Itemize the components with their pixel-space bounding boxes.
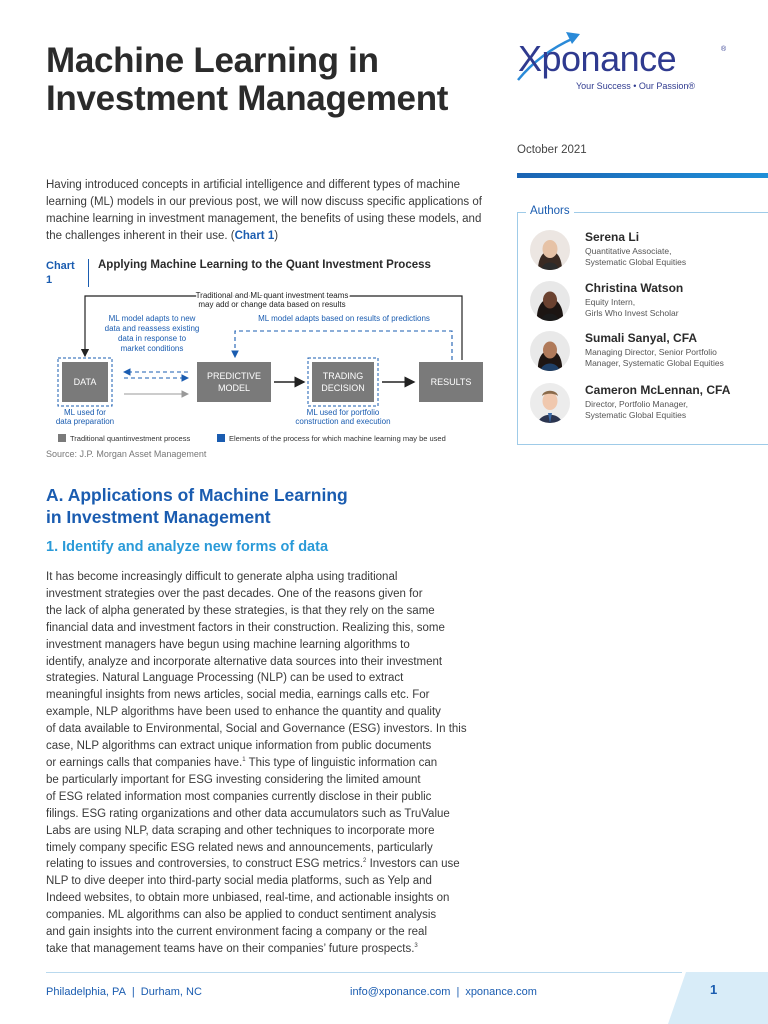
author-name: Serena Li — [585, 230, 640, 244]
note-portfolio-1: ML used for portfolio — [306, 408, 380, 417]
footer-city: Philadelphia, PA — [46, 986, 126, 998]
intro-text: Having introduced concepts in artificial intelligence and different types of machine learning (ML) models in our previous post, we will now discuss specific applications of machine learning in investment management, the benefits of using these models, and the challenges inherent in their use. ( — [46, 179, 482, 242]
body-line-text: or earnings calls that companies have. — [46, 756, 243, 769]
quant-process-diagram — [44, 284, 494, 450]
title-line-2: Investment Management — [46, 79, 449, 118]
avatar — [530, 331, 570, 371]
results-box-label: RESULTS — [430, 377, 472, 387]
data-box-label: DATA — [73, 377, 97, 387]
note-left-4: market conditions — [120, 344, 184, 353]
author-role-line: Equity Intern, — [585, 297, 636, 307]
author-role-line: Managing Director, Senior Portfolio — [585, 347, 717, 357]
body-line-text: relating to issues and controversies, to construct ESG metrics. — [46, 858, 364, 871]
footnote-ref-2[interactable]: 2 — [363, 858, 367, 865]
body-line: be particularly important for ESG investing considering the limited amount — [46, 773, 421, 786]
logo-registered-mark: ® — [721, 46, 727, 53]
note-top-1: Traditional and ML quant investment teams — [195, 291, 349, 300]
chart-source: Source: J.P. Morgan Asset Management — [46, 449, 207, 459]
body-line: Labs are using NLP, data scraping and other techniques to incorporate more — [46, 824, 435, 837]
section-heading-line-2: in Investment Management — [46, 507, 271, 527]
author-card — [530, 383, 765, 429]
author-role-line: Director, Portfolio Manager, — [585, 399, 688, 409]
body-line: and gain insights into the current environment facing a company or the real — [46, 926, 427, 939]
legend-traditional: Traditional quantinvestment process — [70, 434, 191, 443]
avatar — [530, 383, 570, 423]
author-card — [530, 331, 765, 377]
chart-title: Applying Machine Learning to the Quant Investment Process — [98, 259, 431, 271]
body-line: timely company specific ESG related news and announcements, particularly — [46, 841, 433, 854]
logo-wordmark: Xponance — [518, 38, 677, 79]
author-role — [585, 246, 765, 268]
xponance-logo — [516, 28, 736, 98]
footer-contact — [350, 986, 537, 998]
legend-swatch-ml — [217, 434, 225, 442]
note-data-prep-2: data preparation — [55, 417, 115, 426]
body-line: companies. ML algorithms can also be applied to conduct sentiment analysis — [46, 909, 437, 922]
author-role-line: Systematic Global Equities — [585, 257, 687, 267]
trading-decision-box — [312, 362, 374, 402]
body-line — [46, 941, 492, 958]
legend-ml: Elements of the process for which machine learning may be used — [229, 434, 446, 443]
author-role — [585, 347, 765, 369]
footer-accent-shape — [668, 972, 768, 1024]
body-line — [46, 755, 492, 772]
note-data-prep-1: ML used for — [64, 408, 106, 417]
section-heading — [46, 484, 486, 528]
intro-text-end: ) — [274, 230, 279, 242]
footer-email-link[interactable]: info@xponance.com — [350, 986, 451, 998]
author-role-line: Quantitative Associate, — [585, 246, 672, 256]
body-line-text: This type of linguistic information can — [245, 756, 438, 769]
note-left-3: data in response to — [117, 334, 187, 343]
publication-date: October 2021 — [517, 144, 587, 156]
footer-website-link[interactable]: xponance.com — [465, 986, 537, 998]
header-accent-bar — [517, 173, 768, 178]
body-line: investment managers have begun using machine learning algorithms to — [46, 638, 410, 651]
body-line: Indeed websites, to obtain more unbiased, real-time, and actionable insights on — [46, 892, 450, 905]
avatar — [530, 230, 570, 270]
body-line: strategies. Natural Language Processing (NLP) can be used to extract — [46, 672, 404, 685]
chart-number: Chart 1 — [46, 260, 75, 286]
body-line: investment strategies over the past decades. One of the reasons given for — [46, 587, 423, 600]
footnote-ref-1[interactable]: 1 — [242, 757, 246, 764]
predictions-loop — [235, 331, 452, 360]
note-top-2: may add or change data based on results — [198, 300, 346, 309]
authors-label: Authors — [526, 205, 574, 217]
author-name: Cameron McLennan, CFA — [585, 383, 731, 397]
author-name: Christina Watson — [585, 281, 684, 295]
body-line: filings. ESG rating organizations and other data accumulators such as TruValue — [46, 807, 450, 820]
author-card — [530, 281, 765, 327]
body-line: meaningful insights from news articles, social media, earnings calls etc. For — [46, 689, 430, 702]
note-left-1: ML model adapts to new — [108, 314, 196, 323]
title-line-1: Machine Learning in — [46, 41, 379, 80]
body-line: of data available to Environmental, Social and Governance (ESG) investors. In this — [46, 723, 467, 736]
footnote-ref-3[interactable]: 3 — [414, 943, 418, 950]
trading-decision-label-2: DECISION — [321, 383, 365, 393]
author-role — [585, 399, 765, 421]
predictive-model-box — [197, 362, 271, 402]
body-line: financial data and investment factors in their construction. Realizing this, some — [46, 621, 445, 634]
chart-divider — [88, 259, 89, 287]
footer-rule — [46, 972, 682, 973]
author-card — [530, 230, 765, 276]
page-number: 1 — [710, 982, 718, 997]
body-line: identify, analyze and incorporate alternative data sources into their investment — [46, 655, 443, 668]
footer-city: Durham, NC — [140, 986, 202, 998]
trading-decision-label-1: TRADING — [322, 371, 364, 381]
footer-locations — [46, 986, 202, 998]
subsection-heading: 1. Identify and analyze new forms of data — [46, 539, 329, 555]
note-left-2: data and reassess existing — [104, 324, 200, 333]
body-line: It has become increasingly difficult to generate alpha using traditional — [46, 571, 398, 583]
author-role — [585, 297, 765, 319]
author-role-line: Manager, Systematic Global Equities — [585, 358, 724, 368]
chart-reference-link[interactable]: Chart 1 — [234, 230, 275, 242]
footer-separator: | — [456, 986, 460, 998]
author-role-line: Systematic Global Equities — [585, 410, 687, 420]
body-line — [46, 856, 492, 873]
intro-paragraph — [46, 177, 492, 245]
section-heading-line-1: A. Applications of Machine Learning — [46, 485, 348, 505]
predictive-model-label-2: MODEL — [217, 383, 251, 393]
footer-separator: | — [131, 986, 135, 998]
author-name: Sumali Sanyal, CFA — [585, 331, 698, 345]
body-line: of ESG related information most companies currently disclose in their public — [46, 790, 432, 803]
body-line: case, NLP algorithms can extract unique information from public documents — [46, 740, 432, 753]
note-portfolio-2: construction and execution — [295, 417, 391, 426]
avatar — [530, 281, 570, 321]
body-text — [46, 569, 492, 958]
body-line: NLP to dive deeper into third-party social media platforms, such as Yelp and — [46, 875, 432, 888]
page-title — [46, 42, 506, 118]
predictive-model-label-1: PREDICTIVE — [206, 371, 262, 381]
body-line-text: take that management teams have on their companies’ future prospects. — [46, 942, 415, 955]
note-predictions: ML model adapts based on results of predictions — [258, 314, 430, 323]
body-line-text: Investors can use — [366, 858, 460, 871]
body-line: example, NLP algorithms have been used to enhance the quantity and quality — [46, 706, 441, 719]
legend-swatch-traditional — [58, 434, 66, 442]
author-role-line: Girls Who Invest Scholar — [585, 308, 679, 318]
body-line: the lack of alpha generated by these strategies, is that they rely on the same — [46, 604, 435, 617]
authors-panel — [517, 205, 768, 445]
logo-tagline: Your Success • Our Passion® — [576, 81, 696, 91]
